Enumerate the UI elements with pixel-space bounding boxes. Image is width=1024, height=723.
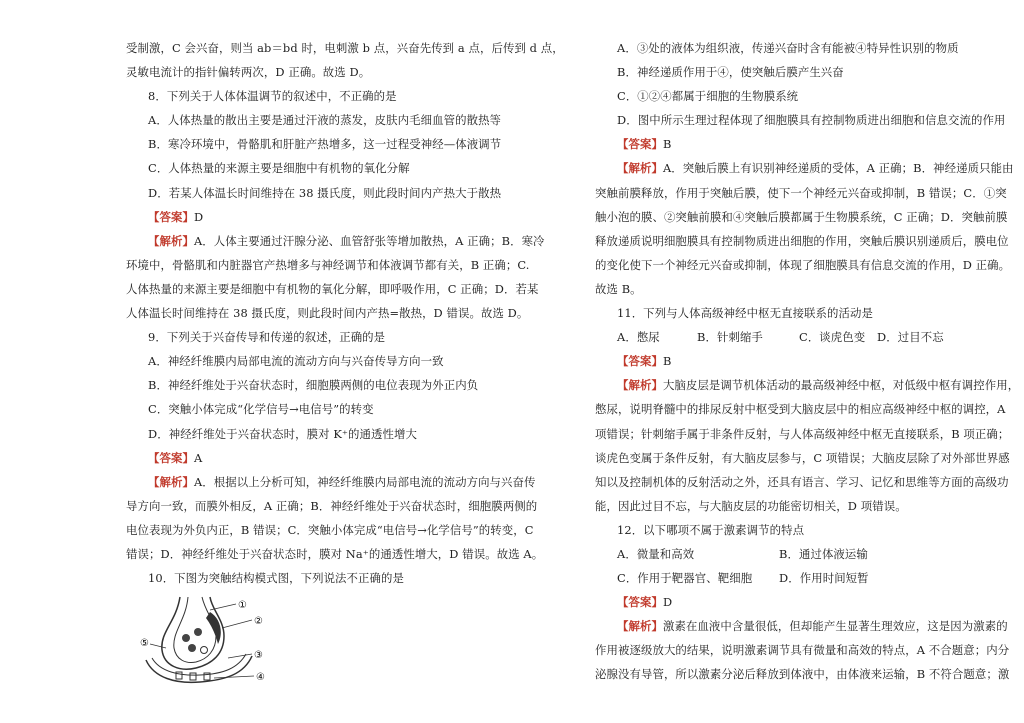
vesicle — [201, 647, 208, 654]
question-8-option-b: B．寒冷环境中，骨骼肌和肝脏产热增多，这一过程受神经—体液调节 — [148, 137, 502, 152]
question-12-option-d: D．作用时间短暂 — [779, 571, 869, 586]
question-10-option-c: C．①②④都属于细胞的生物膜系统 — [617, 89, 799, 104]
question-12-explanation — [595, 614, 1008, 638]
question-11-option-c: C．谈虎色变 — [799, 330, 866, 345]
explanation-text: 故选 B。 — [595, 281, 642, 296]
label-4: ④ — [256, 672, 265, 684]
question-12-option-b: B．通过体液运输 — [779, 546, 868, 561]
question-11-option-d: D．过目不忘 — [877, 330, 944, 345]
postsynaptic-membrane — [146, 656, 252, 682]
leader-line — [214, 676, 254, 678]
label-5: ⑤ — [140, 638, 149, 650]
explanation-text: 错误；D．神经纤维处于兴奋状态时，膜对 Na⁺的通透性增大，D 错误。故选 A。 — [126, 546, 544, 561]
question-11-answer — [595, 349, 967, 373]
vesicle — [194, 628, 202, 636]
explanation-tag: 【解析】 — [617, 161, 663, 176]
question-9-explanation — [126, 470, 536, 494]
explanation-text: 触小泡的膜、②突触前膜和④突触后膜都属于生物膜系统，C 正确；D．突触前膜 — [595, 209, 1008, 224]
question-11-option-b: B．针刺缩手 — [697, 330, 763, 345]
explanation-text: 谈虎色变属于条件反射，有大脑皮层参与，C 项错误；大脑皮层除了对外部世界感 — [595, 450, 1010, 465]
explanation-text: 憋尿，说明脊髓中的排尿反射中枢受到大脑皮层中的相应高级神经中枢的调控，A — [595, 402, 1006, 417]
question-9-option-b: B．神经纤维处于兴奋状态时，细胞膜两侧的电位表现为外正内负 — [148, 378, 479, 393]
answer-tag: 【答案】 — [617, 595, 663, 610]
left-column — [126, 36, 564, 700]
explanation-text: 人体热量的来源主要是细胞中有机物的氧化分解，即呼吸作用，C 正确；D．若某 — [126, 281, 539, 296]
explanation-text: A．突触后膜上有识别神经递质的受体，A 正确；B．神经递质只能由 — [662, 161, 1014, 176]
question-9-option-a: A．神经纤维膜内局部电流的流动方向与兴奋传导方向一致 — [148, 354, 444, 369]
explanation-tag: 【解析】 — [148, 233, 194, 248]
explanation-tag: 【解析】 — [617, 378, 663, 393]
question-11-explanation — [595, 373, 1020, 397]
explanation-text: 激素在血液中含量很低，但却能产生显著生理效应，这是因为激素的 — [662, 619, 1008, 634]
answer-value: B — [662, 354, 672, 369]
text-line: 灵敏电流计的指针偏转两次，D 正确。故选 D。 — [126, 65, 371, 80]
explanation-text: 电位表现为外负内正，B 错误；C．突触小体完成“电信号→化学信号”的转变，C — [126, 522, 534, 537]
explanation-text: 导方向一致，而膜外相反，A 正确；B．神经纤维处于兴奋状态时，细胞膜两侧的 — [126, 498, 538, 513]
receptor — [190, 673, 196, 680]
question-9-option-d: D．神经纤维处于兴奋状态时，膜对 K⁺的通透性增大 — [148, 426, 417, 441]
answer-value: D — [193, 209, 204, 224]
question-12-answer — [595, 590, 967, 614]
question-11-options — [595, 325, 967, 349]
question-8-stem: 8．下列关于人体体温调节的叙述中，不正确的是 — [148, 89, 397, 104]
question-9-stem: 9．下列关于兴奋传导和传递的叙述，正确的是 — [148, 330, 386, 345]
question-12-option-c: C．作用于靶器官、靶细胞 — [617, 571, 753, 586]
label-3: ③ — [254, 650, 263, 662]
question-12-options-row-2 — [595, 566, 967, 590]
text-line: 受制激，C 会兴奋，则当 ab＝bd 时，电刺激 b 点，兴奋先传到 a 点，后传到 d 点， — [126, 41, 564, 55]
answer-tag: 【答案】 — [617, 354, 663, 369]
explanation-text: 人体温长时间维持在 38 摄氏度，则此段时间内产热=散热，D 错误。故选 D。 — [126, 306, 529, 321]
question-10-option-a: A．③处的液体为组织液，传递兴奋时含有能被④特异性识别的物质 — [617, 41, 959, 55]
explanation-text: 环境中，骨骼肌和内脏器官产热增多与神经调节和体液调节都有关，B 正确；C. — [126, 257, 530, 272]
answer-tag: 【答案】 — [617, 137, 663, 152]
question-12-option-a: A．微量和高效 — [617, 546, 695, 561]
question-10-option-d: D．图中所示生理过程体现了细胞膜具有控制物质进出细胞和信息交流的作用 — [617, 113, 1006, 128]
explanation-text: 知以及控制机体的反射活动之外，还具有语言、学习、记忆和思维等方面的高级功 — [595, 474, 1009, 489]
answer-value: D — [662, 595, 673, 610]
label-2: ② — [254, 616, 263, 628]
question-11-stem: 11．下列与人体高级神经中枢无直接联系的活动是 — [617, 306, 873, 321]
question-10-option-b: B．神经递质作用于④，使突触后膜产生兴奋 — [617, 65, 844, 80]
explanation-text: 的变化使下一个神经元兴奋或抑制，体现了细胞膜具有信息交流的作用，D 正确。 — [595, 257, 1011, 272]
explanation-text: 释放递质说明细胞膜具有控制物质进出细胞的作用，突触后膜识别递质后，膜电位 — [595, 233, 1009, 248]
answer-tag: 【答案】 — [148, 209, 194, 224]
vesicle — [188, 644, 196, 652]
synapse-diagram — [126, 590, 524, 700]
synapse-figure — [140, 592, 290, 692]
leader-line — [222, 620, 252, 628]
question-10-explanation — [595, 156, 1014, 180]
explanation-text: 能，因此过目不忘，与大脑皮层的功能密切相关，D 项错误。 — [595, 498, 907, 513]
explanation-tag: 【解析】 — [148, 474, 194, 489]
question-9-option-c: C．突触小体完成“化学信号→电信号”的转变 — [148, 402, 374, 417]
question-8-option-a: A．人体热量的散出主要是通过汗液的蒸发，皮肤内毛细血管的散热等 — [148, 113, 502, 128]
question-10-answer — [595, 132, 967, 156]
explanation-text: 泌腺没有导管，所以激素分泌后释放到体液中，由体液来运输，B 不符合题意；激 — [595, 667, 1010, 682]
label-1: ① — [238, 600, 247, 612]
question-11-option-a: A．憋尿 — [617, 330, 660, 345]
right-column — [595, 36, 1020, 687]
vesicle — [182, 634, 190, 642]
question-9-answer — [126, 446, 524, 470]
question-8-answer — [126, 205, 524, 229]
answer-tag: 【答案】 — [148, 450, 194, 465]
answer-value: B — [662, 137, 672, 152]
explanation-text: A．根据以上分析可知，神经纤维膜内局部电流的流动方向与兴奋传 — [193, 474, 536, 489]
explanation-tag: 【解析】 — [617, 619, 663, 634]
leader-line — [228, 654, 252, 658]
question-8-option-c: C．人体热量的来源主要是细胞中有机物的氧化分解 — [148, 161, 410, 176]
explanation-text: 大脑皮层是调节机体活动的最高级神经中枢，对低级中枢有调控作用， — [662, 378, 1020, 393]
question-12-stem: 12．以下哪项不属于激素调节的特点 — [617, 522, 805, 537]
question-8-option-d: D．若某人体温长时间维持在 38 摄氏度，则此段时间内产热大于散热 — [148, 185, 502, 200]
explanation-text: 项错误；针刺缩手属于非条件反射，与人体高级神经中枢无直接联系，B 项正确； — [595, 426, 1010, 441]
explanation-text: 作用被逐级放大的结果，说明激素调节具有微量和高效的特点，A 不合题意；内分 — [595, 643, 1010, 658]
explanation-text: 突触前膜释放，作用于突触后膜，使下一个神经元兴奋或抑制，B 错误；C．①突 — [595, 185, 1007, 200]
question-12-options-row-1 — [595, 542, 967, 566]
explanation-text: A．人体主要通过汗腺分泌、血管舒张等增加散热，A 正确；B．寒冷 — [193, 233, 545, 248]
question-10-stem: 10．下图为突触结构模式图，下列说法不正确的是 — [148, 571, 404, 586]
question-8-explanation — [126, 229, 545, 253]
answer-value: A — [193, 450, 203, 465]
leader-line — [150, 644, 166, 648]
